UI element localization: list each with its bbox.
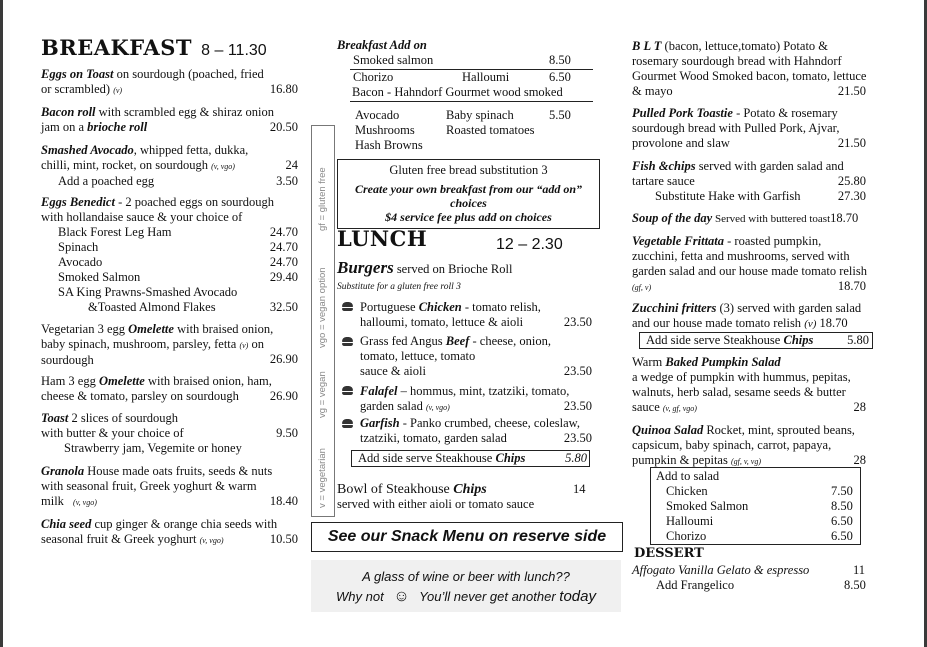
item-price: 5.80	[847, 333, 869, 347]
item-desc: Warm	[632, 355, 666, 369]
item-desc: halloumi, tomato, lettuce & aioli	[360, 315, 524, 329]
item-desc: Add side serve Steakhouse	[646, 333, 784, 347]
option-label: Avocado	[58, 255, 103, 269]
lunch-hours: 12 – 2.30	[496, 236, 563, 253]
option-label: Smoked Salmon	[58, 270, 141, 284]
zucchini-item	[632, 301, 861, 332]
item-desc: Served with buttered toast	[712, 213, 831, 225]
item-price: 28	[853, 453, 866, 467]
item-desc: served with either aioli or tomato sauce	[337, 497, 535, 511]
item-price: 23.50	[563, 364, 592, 378]
item-name: Fish &chips	[632, 159, 696, 173]
gf-roll-note: Substitute for a gluten free roll 3	[337, 282, 461, 292]
breakfast-heading	[41, 35, 267, 60]
item-desc: or scrambled)	[41, 82, 114, 96]
item-name: Garfish	[360, 416, 400, 430]
item-desc: zucchini, fetta and mushrooms, served with	[632, 249, 850, 263]
item-desc: Portuguese	[360, 300, 419, 314]
diet-tag: (v, vgo)	[425, 403, 450, 412]
option-price: 24.70	[269, 225, 298, 239]
item-price: 24	[285, 158, 298, 172]
item-highlight: brioche roll	[87, 120, 148, 134]
item-desc: chilli, mint, rocket, on sourdough	[41, 158, 212, 172]
garfish-burger	[360, 416, 580, 446]
item-desc: cup ginger & orange chia seeds with	[91, 517, 278, 531]
salad-addon-price: 6.50	[831, 514, 853, 528]
dessert-title: DESSERT	[634, 546, 704, 561]
item-desc: Vegetarian 3 egg	[41, 322, 129, 336]
wine-text: Why not	[336, 589, 384, 604]
breakfast-title: BREAKFAST	[41, 35, 193, 60]
fish-chips-item	[632, 159, 844, 189]
wine-text: You’ll never get another	[419, 589, 560, 604]
item-name: Bacon roll	[41, 105, 96, 119]
burgers-desc: served on Brioche Roll	[393, 262, 513, 276]
wine-promo	[311, 560, 621, 612]
item-desc: garden salad and our house made tomato relish	[632, 264, 867, 278]
salad-addon-price: 8.50	[831, 499, 853, 513]
item-desc: baby spinach, mushroom, parsley, fetta	[41, 337, 240, 351]
side-chips-box	[639, 332, 873, 349]
salad-addon-label: Chorizo	[666, 529, 707, 543]
item-desc: sauce & aioli	[360, 364, 426, 378]
option-price: 24.70	[269, 255, 298, 269]
addon-item: Chorizo	[353, 70, 394, 84]
chips-bowl-title	[337, 481, 487, 498]
burger-icon	[342, 386, 353, 395]
gluten-free-box	[337, 159, 600, 229]
frittata-item	[632, 234, 867, 295]
addon-price: 8.50	[549, 53, 571, 67]
pulled-pork-item	[632, 106, 839, 151]
side-chips-label	[358, 451, 525, 466]
smashed-avocado-item	[41, 143, 248, 174]
quinoa-salad-item	[632, 423, 855, 469]
item-desc: and our house made tomato relish	[632, 316, 805, 330]
legend-vegan-option: vgo = vegan option	[317, 267, 328, 348]
item-desc: (bacon, lettuce,tomato) Potato &	[661, 39, 829, 53]
item-price: 26.90	[269, 352, 298, 366]
item-desc: sourdough	[41, 353, 94, 367]
item-desc: with scrambled egg & shiraz onion	[95, 105, 274, 119]
bacon-roll-item	[41, 105, 274, 135]
item-desc: tartare sauce	[632, 174, 695, 188]
item-desc: Grass fed Angus	[360, 334, 446, 348]
item-desc: tzatziki, tomato, garden salad	[360, 431, 507, 445]
item-desc: seasonal fruit & Greek yoghurt	[41, 532, 200, 546]
veg-omelette-item	[41, 322, 273, 368]
item-desc: served with garden salad and	[695, 159, 844, 173]
item-desc: cheese & tomato, parsley on sourdough	[41, 389, 239, 403]
chicken-burger	[360, 300, 541, 330]
item-name: Quinoa Salad	[632, 423, 704, 437]
soup-item	[632, 211, 858, 227]
legend-vegan: vg = vegan	[317, 371, 328, 418]
item-desc: with braised onion, ham,	[144, 374, 272, 388]
burgers-title: Burgers	[337, 258, 394, 277]
option-price: 24.70	[269, 240, 298, 254]
option-label: SA King Prawns-Smashed Avocado	[58, 285, 238, 299]
item-name: Granola	[41, 464, 85, 478]
wine-line2	[311, 589, 621, 604]
item-desc: sourdough bread with Pulled Pork, Ajvar,	[632, 121, 840, 135]
item-name: Omelette	[98, 374, 145, 388]
item-price: 18.70	[830, 211, 859, 225]
eggs-benedict-item	[41, 195, 274, 225]
item-desc: tomato, lettuce, tomato	[360, 349, 476, 363]
item-desc: - tomato relish,	[461, 300, 541, 314]
diet-tag: (v, gf, vgo)	[662, 404, 697, 413]
item-price: 11	[853, 563, 866, 577]
snack-menu-banner	[311, 522, 623, 552]
item-name: Toast	[41, 411, 69, 425]
option-label: Black Forest Leg Ham	[58, 225, 172, 239]
legend-gluten-free: gf = gluten free	[317, 167, 328, 231]
item-desc: - Panko crumbed, cheese, coleslaw,	[399, 416, 580, 430]
addon-title: Breakfast Add on	[337, 38, 427, 52]
item-desc: jam on a	[41, 120, 88, 134]
addon-item: Bacon - Hahndorf Gourmet wood smoked	[352, 85, 563, 99]
item-name: Chips	[453, 482, 487, 497]
diet-tag: (v)	[239, 341, 249, 350]
toast-item	[41, 411, 184, 441]
dietary-legend	[311, 125, 335, 517]
item-desc: with hollandaise sauce & your choice of	[41, 210, 243, 224]
diet-tag: (v, vgo)	[73, 498, 97, 507]
frangelico-item: Add Frangelico	[656, 578, 735, 592]
addon-item: Hash Browns	[355, 138, 423, 152]
item-price: 21.50	[837, 84, 866, 98]
item-price: 16.80	[269, 82, 298, 96]
item-name: Falafel	[360, 384, 398, 398]
item-price: 23.50	[563, 431, 592, 445]
side-chips-label	[646, 333, 813, 348]
addon-item: Smoked salmon	[353, 53, 434, 67]
item-desc: with braised onion,	[173, 322, 274, 336]
option-price: 32.50	[269, 300, 298, 314]
diet-tag: (v)	[113, 86, 123, 95]
wine-text: today	[559, 588, 596, 605]
addon-price: 6.50	[549, 70, 571, 84]
item-desc: Substitute Hake with Garfish	[655, 189, 801, 203]
add-salad-title: Add to salad	[656, 469, 720, 483]
create-own-line2: choices	[450, 196, 487, 210]
item-price: 25.80	[837, 174, 866, 188]
item-name: Zucchini fritters	[632, 301, 717, 315]
item-name: Chips	[495, 451, 526, 465]
item-name: Beef	[445, 334, 470, 348]
salad-addon-price: 6.50	[831, 529, 853, 543]
item-name: Chia seed	[41, 517, 92, 531]
item-name: Baked Pumpkin Salad	[665, 355, 781, 369]
item-name: Pulled Pork Toastie	[632, 106, 733, 120]
item-desc: sauce	[632, 400, 663, 414]
item-desc: , whipped fetta, dukka,	[133, 143, 249, 157]
item-desc: walnuts, herb salad, sesame seeds & butter	[632, 385, 846, 399]
item-desc: with butter & your choice of	[41, 426, 184, 440]
option-price: 29.40	[269, 270, 298, 284]
pumpkin-salad-item	[632, 355, 851, 416]
item-name: Chips	[783, 333, 814, 347]
snack-menu-text: See our Snack Menu on reserve side	[327, 528, 607, 545]
item-price: 9.50	[276, 426, 298, 440]
item-price: 8.50	[844, 578, 866, 592]
item-desc: garden salad	[360, 399, 426, 413]
item-price: 14	[573, 482, 586, 496]
item-desc: Gourmet Wood Smoked bacon, tomato, lettuce	[632, 69, 867, 83]
addon-item: Mushrooms	[355, 123, 415, 137]
breakfast-hours: 8 – 11.30	[201, 42, 267, 59]
item-name: Chicken	[418, 300, 462, 314]
item-desc: - 2 poached eggs on sourdough	[114, 195, 274, 209]
blt-item	[632, 39, 866, 99]
granola-item	[41, 464, 272, 510]
wine-line1: A glass of wine or beer with lunch??	[362, 569, 570, 584]
beef-burger	[360, 334, 551, 379]
item-price: 28	[853, 400, 866, 414]
item-name: Smashed Avocado	[41, 143, 134, 157]
item-price: 18.40	[269, 494, 298, 508]
addon-item: Baby spinach	[446, 108, 514, 122]
affogato-item: Affogato Vanilla Gelato & espresso	[632, 563, 810, 577]
item-price: 10.50	[269, 532, 298, 546]
burger-icon	[342, 302, 353, 311]
option-label: &Toasted Almond Flakes	[88, 300, 216, 314]
diet-tag: (gf, v, vg)	[730, 457, 762, 466]
falafel-burger	[360, 384, 569, 415]
item-desc: a wedge of pumpkin with hummus, pepitas,	[632, 370, 851, 384]
item-price: 5.80	[565, 451, 587, 465]
item-desc: & mayo	[632, 84, 673, 98]
item-desc: (3) served with garden salad	[716, 301, 862, 315]
salad-addon-label: Smoked Salmon	[666, 499, 749, 513]
item-desc: provolone and slaw	[632, 136, 730, 150]
item-desc: Add side serve Steakhouse	[358, 451, 496, 465]
diet-tag: (v, vgo)	[199, 536, 224, 545]
left-edge	[0, 0, 3, 647]
item-price: 20.50	[269, 120, 298, 134]
item-name: Eggs Benedict	[41, 195, 115, 209]
chia-item	[41, 517, 277, 548]
smiley-icon: ☺	[393, 588, 410, 605]
item-desc: on	[248, 337, 264, 351]
addon-price: 5.50	[549, 108, 571, 122]
item-desc: - cheese, onion,	[469, 334, 551, 348]
addon-item: Halloumi	[462, 70, 510, 84]
item-desc: House made oats fruits, seeds & nuts	[84, 464, 273, 478]
item-price: 27.30	[837, 189, 866, 203]
addon-item: Avocado	[355, 108, 400, 122]
create-own-line1: Create your own breakfast from our “add on”	[354, 182, 583, 196]
diet-tag: (gf, v)	[632, 283, 652, 292]
item-price: 18.70	[816, 316, 848, 330]
item-desc: Strawberry jam, Vegemite or honey	[64, 441, 242, 455]
item-name: Eggs on Toast	[41, 67, 114, 81]
burger-icon	[342, 337, 353, 346]
item-desc: Ham 3 egg	[41, 374, 99, 388]
burgers-heading	[337, 260, 512, 277]
item-name: Soup of the day	[632, 211, 713, 225]
item-price: 3.50	[276, 174, 298, 188]
diet-tag: (v, vgo)	[211, 162, 235, 171]
item-desc: with seasonal fruit, Greek yoghurt & warm	[41, 479, 257, 493]
lunch-title: LUNCH	[337, 226, 428, 251]
burger-icon	[342, 419, 353, 428]
item-desc: rosemary sourdough bread with Hahndorf	[632, 54, 842, 68]
eggs-toast-item	[41, 67, 264, 98]
salad-addon-price: 7.50	[831, 484, 853, 498]
salad-addon-label: Halloumi	[666, 514, 714, 528]
addon-item: Roasted tomatoes	[446, 123, 535, 137]
item-desc: pumpkin & pepitas	[632, 453, 731, 467]
item-name: B L T	[632, 39, 662, 53]
salad-addon-label: Chicken	[666, 484, 708, 498]
item-price: 21.50	[837, 136, 866, 150]
item-desc: - roasted pumpkin,	[724, 234, 822, 248]
item-price: 23.50	[563, 399, 592, 413]
item-desc: – hommus, mint, tzatziki, tomato,	[397, 384, 570, 398]
legend-vegetarian: v = vegetarian	[317, 448, 328, 508]
item-desc: milk	[41, 494, 68, 508]
item-desc: Rocket, mint, sprouted beans,	[703, 423, 855, 437]
diet-tag: (v)	[804, 318, 817, 330]
item-desc: Bowl of Steakhouse	[337, 482, 454, 497]
side-chips-box	[351, 450, 590, 467]
item-price: 18.70	[837, 279, 866, 293]
item-desc: - Potato & rosemary	[732, 106, 838, 120]
item-desc: on sourdough (poached, fried	[113, 67, 264, 81]
option-label: Spinach	[58, 240, 99, 254]
add-to-salad-box	[650, 467, 861, 545]
item-price: 26.90	[269, 389, 298, 403]
gf-substitution: Gluten free bread substitution 3	[389, 163, 548, 177]
service-fee: $4 service fee plus add on choices	[385, 210, 552, 224]
item-name: Vegetable Frittata	[632, 234, 725, 248]
ham-omelette-item	[41, 374, 272, 404]
addon-label: Add a poached egg	[58, 174, 155, 188]
divider	[350, 101, 593, 102]
item-desc: 2 slices of sourdough	[68, 411, 179, 425]
item-desc: capsicum, baby spinach, carrot, papaya,	[632, 438, 832, 452]
item-name: Omelette	[128, 322, 174, 336]
item-price: 23.50	[563, 315, 592, 329]
